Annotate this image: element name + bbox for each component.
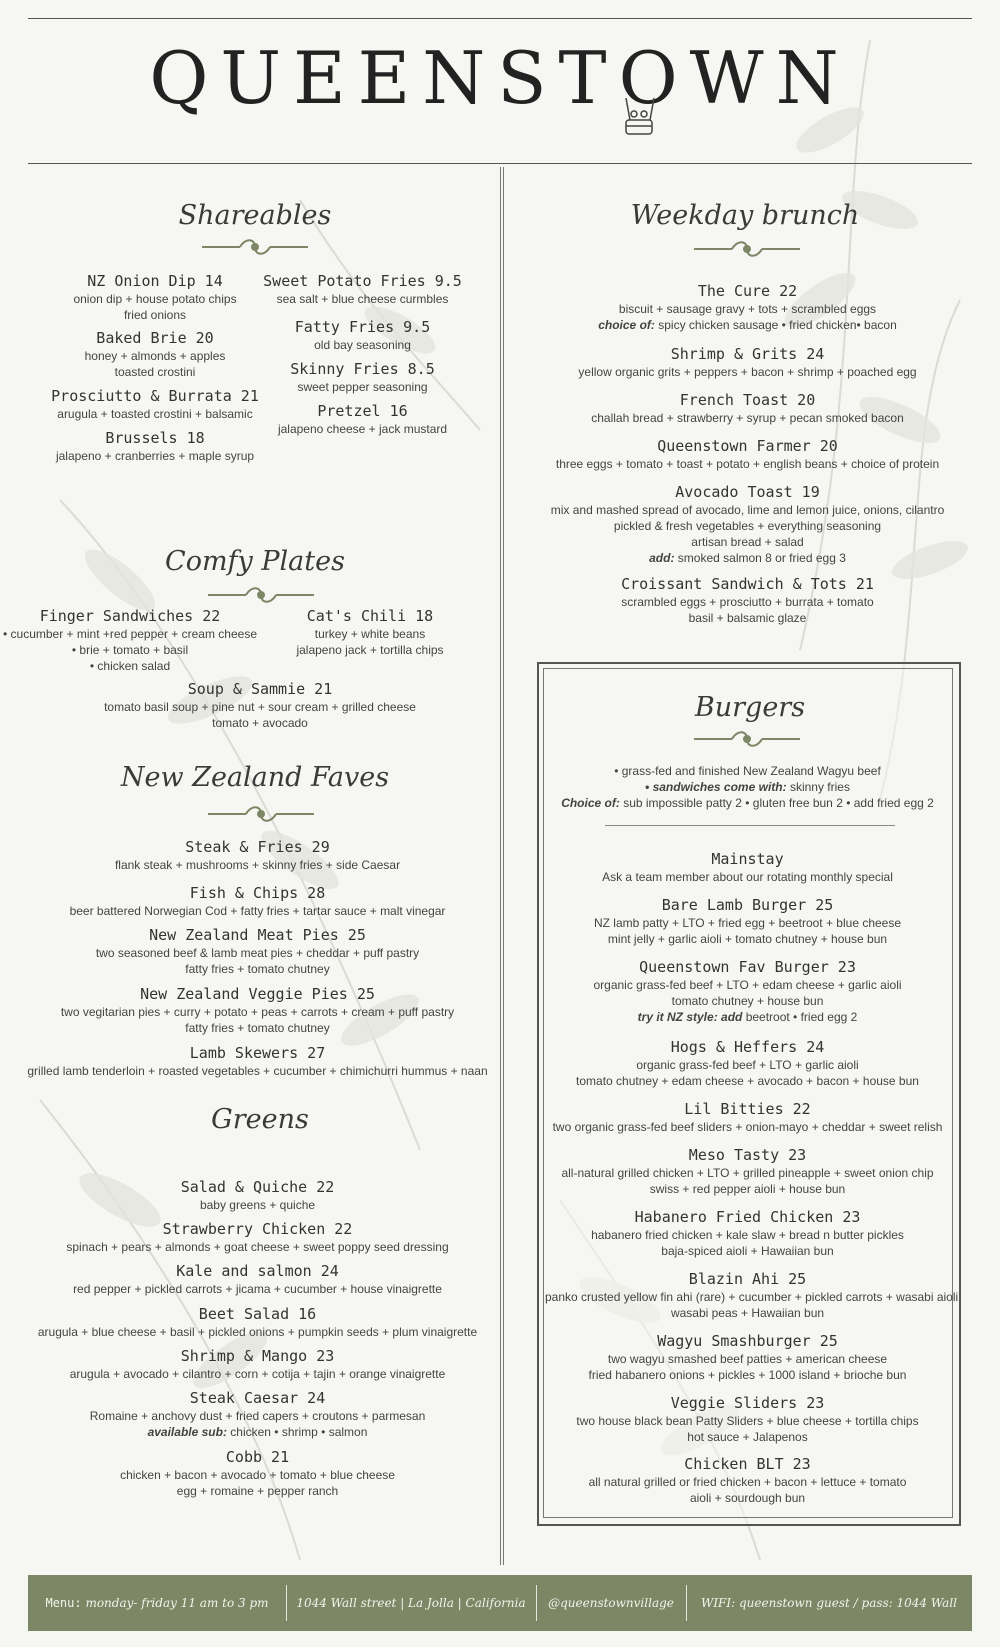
menu-item: Cat's Chili 18 turkey + white beans jalapeno jack + tortilla chips — [296, 607, 444, 657]
menu-item: Beet Salad 16 arugula + blue cheese + basil + pickled onions + pumpkin seeds + plum vinaigrette — [37, 1305, 478, 1339]
menu-item: Shrimp & Grits 24 yellow organic grits + peppers + bacon + shrimp + poached egg — [578, 345, 917, 379]
menu-item: Lil Bitties 22 two organic grass-fed beef sliders + onion-mayo + cheddar + sweet relish — [552, 1100, 943, 1134]
weekday-brunch-heading: Weekday brunch — [630, 200, 860, 231]
menu-item: Wagyu Smashburger 25 two wagyu smashed beef patties + american cheese fried habanero onions + pickles + 1000 island + brioche bun — [588, 1332, 907, 1382]
menu-item: New Zealand Veggie Pies 25 two vegitarian pies + curry + potato + peas + carrots + cream + puff pastry fatty fries + tomato chutney — [60, 985, 455, 1035]
column-divider — [500, 167, 504, 1565]
menu-item: Blazin Ahi 25 panko crusted yellow fin ahi (rare) + cucumber + pickled carrots + wasabi aioli wasabi peas + Hawaiian bun — [545, 1270, 959, 1320]
burgers-divider — [605, 825, 895, 826]
menu-item: Lamb Skewers 27 grilled lamb tenderloin + roasted vegetables + cucumber + chimichurri hummus + naan — [27, 1044, 488, 1078]
menu-item: Sweet Potato Fries 9.5 sea salt + blue cheese curmbles — [263, 272, 462, 306]
menu-item: Queenstown Farmer 20 three eggs + tomato + toast + potato + english beans + choice of protein — [555, 437, 940, 471]
flourish-icon — [200, 236, 310, 258]
menu-item: Fatty Fries 9.5 old bay seasoning — [294, 318, 431, 352]
menu-item: Avocado Toast 19 mix and mashed spread of avocado, lime and lemon juice, onions, cilantro pickled & fresh vegetables + everything seasoning artisan bread + salad add: smoked salmon 8 or fried egg 3 — [550, 483, 945, 565]
menu-item: Croissant Sandwich & Tots 21 scrambled eggs + prosciutto + burrata + tomato basil + balsamic glaze — [621, 575, 874, 625]
comfy-plates-heading: Comfy Plates — [165, 546, 345, 577]
menu-item: Cobb 21 chicken + bacon + avocado + tomato + blue cheese egg + romaine + pepper ranch — [120, 1448, 395, 1498]
menu-item: Habanero Fried Chicken 23 habanero fried chicken + kale slaw + bread n butter pickles baja-spiced aioli + Hawaiian bun — [591, 1208, 904, 1258]
menu-item: Salad & Quiche 22 baby greens + quiche — [180, 1178, 335, 1212]
menu-item: Veggie Sliders 23 two house black bean Patty Sliders + blue cheese + tortilla chips hot sauce + Jalapenos — [576, 1394, 919, 1444]
menu-item: Prosciutto & Burrata 21 arugula + toasted crostini + balsamic — [51, 387, 259, 421]
menu-item: Finger Sandwiches 22 • cucumber + mint +red pepper + cream cheese • brie + tomato + basil • chicken salad — [3, 607, 257, 673]
nz-faves-heading: New Zealand Faves — [120, 762, 390, 793]
menu-item: Queenstown Fav Burger 23 organic grass-fed beef + LTO + edam cheese + garlic aioli tomato chutney + house bun try it NZ style: add beetroot • fried egg 2 — [593, 958, 902, 1024]
footer-social[interactable]: @queenstownvillage — [548, 1596, 674, 1610]
menu-item: Kale and salmon 24 red pepper + pickled carrots + jicama + cucumber + house vinaigrette — [73, 1262, 442, 1296]
menu-item: Soup & Sammie 21 tomato basil soup + pine nut + sour cream + grilled cheese tomato + avocado — [104, 680, 416, 730]
flourish-icon — [692, 728, 802, 750]
menu-item: Fish & Chips 28 beer battered Norwegian Cod + fatty fries + tartar sauce + malt vinegar — [69, 884, 446, 918]
balloon-logo-icon — [612, 96, 668, 140]
menu-item: NZ Onion Dip 14 onion dip + house potato chips fried onions — [73, 272, 237, 322]
burgers-heading: Burgers — [694, 692, 806, 723]
menu-item: Chicken BLT 23 all natural grilled or fried chicken + bacon + lettuce + tomato aioli + sourdough bun — [588, 1455, 907, 1505]
menu-item: Pretzel 16 jalapeno cheese + jack mustard — [277, 402, 448, 436]
footer-bar — [28, 1575, 972, 1631]
menu-item: Brussels 18 jalapeno + cranberries + maple syrup — [55, 429, 255, 463]
top-rule — [28, 18, 972, 19]
burgers-intro: • grass-fed and finished New Zealand Wagyu beef • sandwiches come with: skinny fries Choice of: sub impossible patty 2 • gluten free bun 2 • add fried egg 2 — [561, 764, 934, 810]
flourish-icon — [206, 584, 316, 606]
menu-item: Steak Caesar 24 Romaine + anchovy dust + fried capers + croutons + parmesan available sub: chicken • shrimp • salmon — [89, 1389, 426, 1439]
menu-item: French Toast 20 challah bread + strawberry + syrup + pecan smoked bacon — [591, 391, 904, 425]
brand-title: QUEENSTOWN — [149, 36, 851, 120]
greens-heading: Greens — [211, 1104, 309, 1135]
menu-item: The Cure 22 biscuit + sausage gravy + tots + scrambled eggs choice of: spicy chicken sausage • fried chicken• bacon — [598, 282, 897, 332]
menu-item: Meso Tasty 23 all-natural grilled chicken + LTO + grilled pineapple + sweet onion chip swiss + red pepper aioli + house bun — [561, 1146, 934, 1196]
menu-item: Mainstay Ask a team member about our rotating monthly special — [602, 850, 893, 884]
footer-address: 1044 Wall street | La Jolla | California — [296, 1596, 526, 1610]
shareables-heading: Shareables — [178, 200, 332, 231]
header-rule — [28, 163, 972, 164]
menu-item: Hogs & Heffers 24 organic grass-fed beef + LTO + garlic aioli tomato chutney + edam cheese + avocado + bacon + house bun — [576, 1038, 919, 1088]
menu-item: Baked Brie 20 honey + almonds + apples toasted crostini — [84, 329, 226, 379]
footer-hours: Menu: monday- friday 11 am to 3 pm — [45, 1596, 269, 1610]
flourish-icon — [206, 803, 316, 825]
menu-item: Skinny Fries 8.5 sweet pepper seasoning — [290, 360, 435, 394]
menu-item: Steak & Fries 29 flank steak + mushrooms + skinny fries + side Caesar — [114, 838, 401, 872]
menu-item: New Zealand Meat Pies 25 two seasoned beef & lamb meat pies + cheddar + puff pastry fatty fries + tomato chutney — [95, 926, 420, 976]
menu-item: Strawberry Chicken 22 spinach + pears + almonds + goat cheese + sweet poppy seed dressing — [66, 1220, 449, 1254]
menu-item: Shrimp & Mango 23 arugula + avocado + cilantro + corn + cotija + tajin + orange vinaigrette — [69, 1347, 446, 1381]
menu-item: Bare Lamb Burger 25 NZ lamb patty + LTO + fried egg + beetroot + blue cheese mint jelly + garlic aioli + tomato chutney + house bun — [593, 896, 902, 946]
footer-wifi: WIFI: queenstown guest / pass: 1044 Wall — [700, 1596, 957, 1610]
flourish-icon — [692, 238, 802, 260]
